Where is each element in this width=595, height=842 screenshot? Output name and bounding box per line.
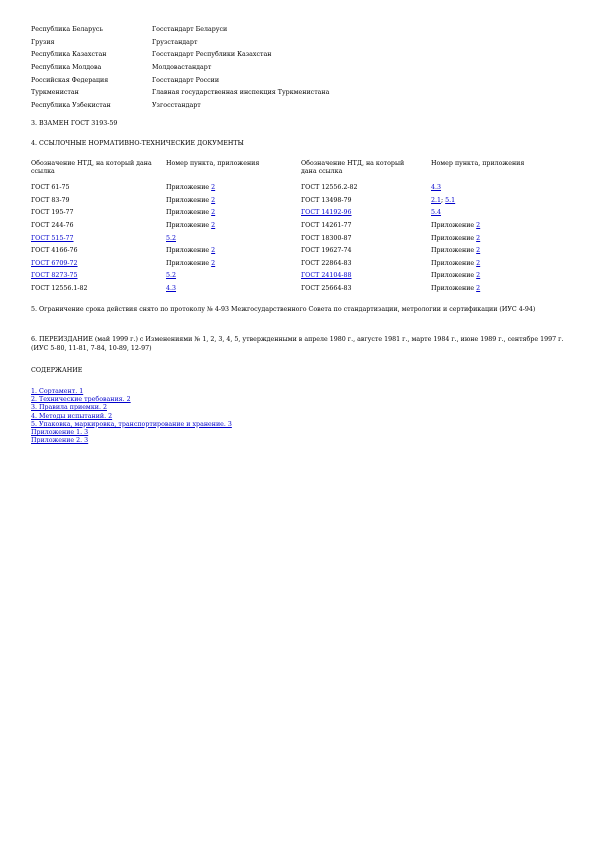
header-doc-2: Обозначение НТД, на который дана ссылка <box>301 160 405 175</box>
item-link[interactable]: 5.1 <box>445 196 456 204</box>
contents-link[interactable]: 3. Правила приемки. 2 <box>31 404 107 412</box>
doc-designation: ГОСТ 18300-87 <box>301 234 352 242</box>
item-cell <box>166 209 301 217</box>
country-row <box>31 87 329 100</box>
doc-cell <box>301 260 431 268</box>
standards-body: Госстандарт Беларуси <box>152 26 228 34</box>
item-separator: ; <box>441 196 446 204</box>
header-item-2: Номер пункта, приложения <box>431 160 525 167</box>
item-cell <box>431 197 551 205</box>
item-link[interactable]: 2 <box>211 209 216 217</box>
item-prefix: Приложение <box>166 209 212 217</box>
doc-cell <box>301 222 431 230</box>
country-name: Республика Казахстан <box>31 51 107 59</box>
standards-body: Госстандарт Республики Казахстан <box>152 51 272 59</box>
doc-link[interactable]: ГОСТ 14192-96 <box>301 209 352 217</box>
item-cell <box>431 247 551 255</box>
contents-link[interactable]: 1. Сортамент. 1 <box>31 388 84 395</box>
header-item-1: Номер пункта, приложения <box>166 160 260 167</box>
country-name: Республика Молдова <box>31 64 102 72</box>
country-row <box>31 100 329 113</box>
doc-designation: ГОСТ 14261-77 <box>301 222 352 230</box>
country-row <box>31 37 329 50</box>
item-prefix: Приложение <box>166 196 212 204</box>
doc-designation: ГОСТ 25664-83 <box>301 285 352 293</box>
doc-designation: ГОСТ 12556.1-82 <box>31 285 88 293</box>
country-name: Грузия <box>31 38 55 46</box>
table-row <box>31 182 551 195</box>
contents-title: СОДЕРЖАНИЕ <box>31 367 83 374</box>
table-row <box>31 283 551 296</box>
doc-designation: ГОСТ 4166-76 <box>31 247 78 255</box>
item-prefix: Приложение <box>166 184 212 192</box>
doc-cell <box>31 235 166 243</box>
country-name: Республика Узбекистан <box>31 101 111 109</box>
table-row <box>31 232 551 245</box>
item-link[interactable]: 2 <box>211 196 216 204</box>
item-link[interactable]: 2 <box>476 285 481 293</box>
doc-cell <box>301 209 431 217</box>
item-link[interactable]: 4.3 <box>166 285 177 293</box>
item-prefix: Приложение <box>431 259 477 267</box>
item-link[interactable]: 2 <box>211 259 216 267</box>
table-row <box>31 220 551 233</box>
item-link[interactable]: 5.2 <box>166 272 177 280</box>
item-link[interactable]: 2 <box>211 222 216 230</box>
item-cell <box>166 260 301 268</box>
doc-cell <box>31 247 166 255</box>
item-cell <box>431 272 551 280</box>
section-3: 3. ВЗАМЕН ГОСТ 3193-59 <box>31 120 118 127</box>
standards-body: Молдовастандарт <box>152 64 212 72</box>
item-link[interactable]: 5.4 <box>431 209 442 217</box>
doc-cell <box>31 209 166 217</box>
standards-body: Узгосстандарт <box>152 101 201 109</box>
country-name: Туркменистан <box>31 89 79 97</box>
item-link[interactable]: 2.1 <box>431 196 442 204</box>
item-cell <box>166 222 301 230</box>
table-row <box>31 245 551 258</box>
standards-body: Главная государственная инспекция Туркменистана <box>152 89 330 97</box>
item-prefix: Приложение <box>166 222 212 230</box>
table-row <box>31 195 551 208</box>
item-link[interactable]: 2 <box>211 184 216 192</box>
doc-link[interactable]: ГОСТ 8273-75 <box>31 272 78 280</box>
country-name: Республика Беларусь <box>31 26 103 34</box>
contents-link[interactable]: 2. Технические требования. 2 <box>31 396 131 404</box>
references-table <box>31 160 551 295</box>
item-prefix: Приложение <box>431 234 477 242</box>
country-row <box>31 74 329 87</box>
doc-cell <box>301 235 431 243</box>
contents-link[interactable]: Приложение 1. 3 <box>31 428 89 436</box>
item-cell <box>431 209 551 217</box>
contents-link[interactable]: 4. Методы испытаний. 2 <box>31 412 113 420</box>
standards-body: Госстандарт России <box>152 76 220 84</box>
doc-link[interactable]: ГОСТ 6709-72 <box>31 259 78 267</box>
item-cell <box>166 184 301 192</box>
table-row <box>31 207 551 220</box>
item-prefix: Приложение <box>166 259 212 267</box>
doc-designation: ГОСТ 195-77 <box>31 209 74 217</box>
item-prefix: Приложение <box>431 247 477 255</box>
table-row <box>31 270 551 283</box>
doc-link[interactable]: ГОСТ 515-77 <box>31 234 74 242</box>
item-suffix-link[interactable] <box>441 197 455 204</box>
item-cell <box>431 260 551 268</box>
contents-link[interactable]: Приложение 2. 3 <box>31 437 89 445</box>
item-link[interactable]: 4.3 <box>431 184 442 192</box>
country-name: Российская Федерация <box>31 76 109 84</box>
doc-cell <box>301 272 431 280</box>
header-doc-1: Обозначение НТД, на который дана ссылка <box>31 160 152 175</box>
doc-designation: ГОСТ 244-76 <box>31 222 74 230</box>
doc-link[interactable]: ГОСТ 24104-88 <box>301 272 352 280</box>
country-row <box>31 49 329 62</box>
references-table-body <box>31 182 551 295</box>
item-cell <box>431 235 551 243</box>
doc-cell <box>301 197 431 205</box>
item-link[interactable]: 2 <box>211 247 216 255</box>
item-cell <box>166 285 301 293</box>
item-cell <box>166 247 301 255</box>
section-6: 6. ПЕРЕИЗДАНИЕ (май 1999 г.) с Изменениями № 1, 2, 3, 4, 5, утвержденными в апреле 1980 г., августе 1981 г., марте 1984 г., июне 1989 г., сентябре 1997 г. (ИУС 5-80, 11-81, 7-84, 10-89, 12-97) <box>31 336 564 352</box>
item-prefix: Приложение <box>166 247 212 255</box>
item-cell <box>431 184 551 192</box>
item-cell <box>431 285 551 293</box>
doc-designation: ГОСТ 12556.2-82 <box>301 184 358 192</box>
contents-link[interactable]: 5. Упаковка, маркировка, транспортирование и хранение. 3 <box>31 420 232 428</box>
item-link[interactable]: 2 <box>476 259 481 267</box>
doc-designation: ГОСТ 13498-79 <box>301 196 352 204</box>
item-cell <box>166 272 301 280</box>
section-4-title: 4. ССЫЛОЧНЫЕ НОРМАТИВНО-ТЕХНИЧЕСКИЕ ДОКУМЕНТЫ <box>31 140 244 147</box>
item-prefix: Приложение <box>431 285 477 293</box>
doc-cell <box>31 197 166 205</box>
table-row <box>31 258 551 271</box>
doc-designation: ГОСТ 61-75 <box>31 184 70 192</box>
doc-cell <box>301 184 431 192</box>
item-link[interactable]: 2 <box>476 247 481 255</box>
item-link[interactable]: 5.2 <box>166 234 177 242</box>
item-cell <box>166 235 301 243</box>
item-link[interactable]: 2 <box>476 272 481 280</box>
country-row <box>31 62 329 75</box>
country-row <box>31 24 329 37</box>
item-link[interactable]: 2 <box>476 234 481 242</box>
item-prefix: Приложение <box>431 222 477 230</box>
section-5: 5. Ограничение срока действия снято по протоколу № 4-93 Межгосударственного Совета по стандартизации, метрологии и сертификации (ИУС 4-94) <box>31 306 536 313</box>
doc-cell <box>31 272 166 280</box>
references-table-header <box>31 160 551 182</box>
contents-list <box>31 388 232 445</box>
item-link[interactable]: 2 <box>476 222 481 230</box>
doc-designation: ГОСТ 19627-74 <box>301 247 352 255</box>
doc-designation: ГОСТ 22864-83 <box>301 259 352 267</box>
doc-designation: ГОСТ 83-79 <box>31 196 70 204</box>
doc-cell <box>31 260 166 268</box>
item-prefix: Приложение <box>431 272 477 280</box>
doc-cell <box>31 222 166 230</box>
doc-cell <box>31 285 166 293</box>
item-cell <box>166 197 301 205</box>
countries-table <box>31 24 329 112</box>
doc-cell <box>301 247 431 255</box>
doc-cell <box>301 285 431 293</box>
item-cell <box>431 222 551 230</box>
standards-body: Грузстандарт <box>152 38 198 46</box>
doc-cell <box>31 184 166 192</box>
